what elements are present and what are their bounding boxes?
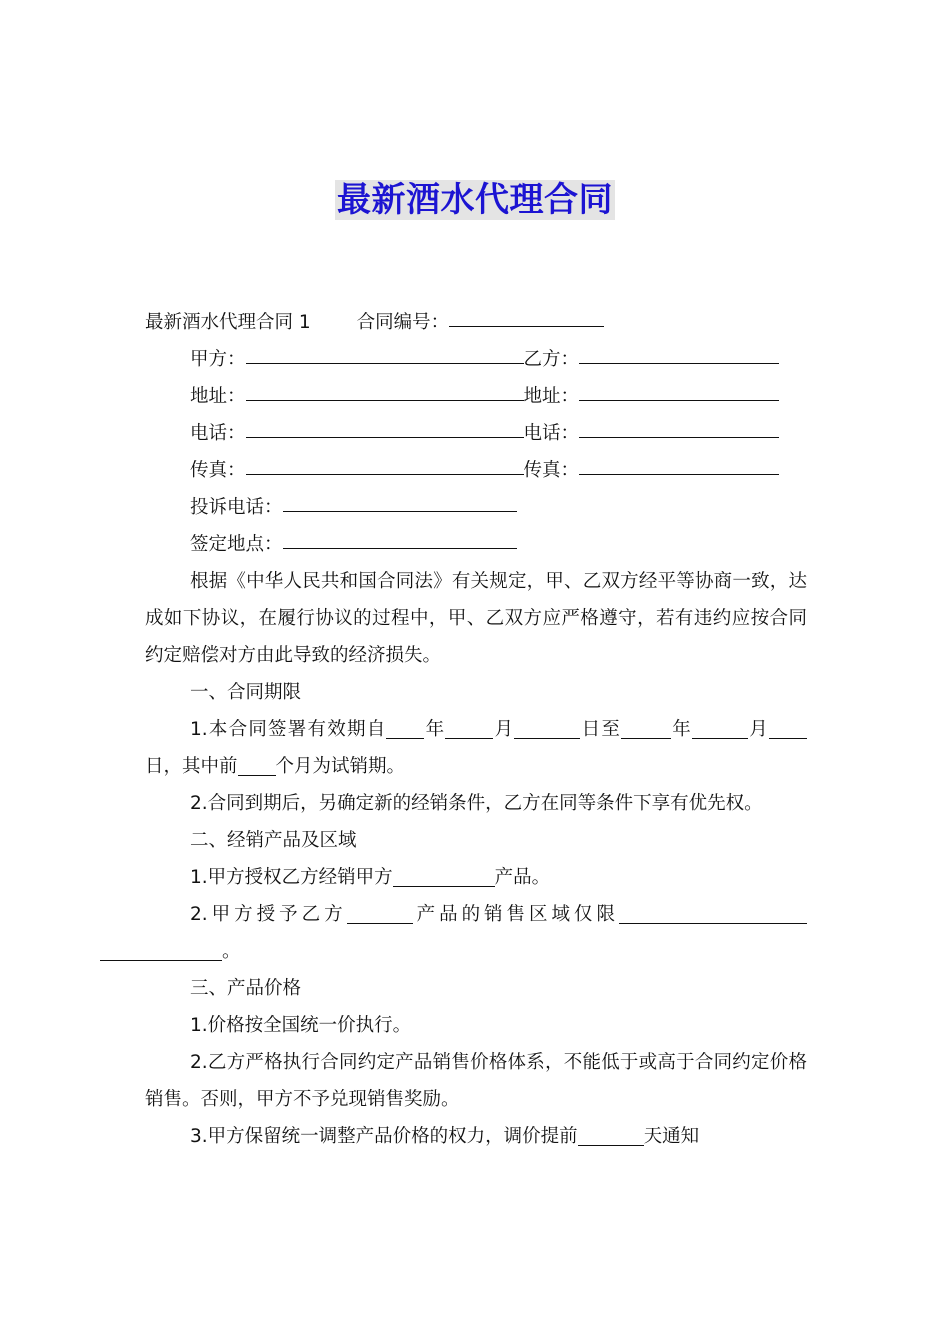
party-line — [145, 341, 807, 378]
phone-a-blank — [246, 415, 524, 438]
complaint-phone-label: 投诉电话： — [190, 497, 283, 518]
clause-3-1: 1.价格按全国统一价执行。 — [190, 1015, 412, 1036]
document-body — [145, 304, 807, 1155]
clause-3-3-text-b: 天通知 — [643, 1126, 700, 1147]
fax-line — [145, 452, 807, 489]
fax-b-label: 传真： — [523, 460, 580, 481]
clause-1-1-text-b: 年 — [424, 719, 446, 740]
notice-days-blank — [578, 1123, 644, 1146]
clause-3-3-text-a: 3.甲方保留统一调整产品价格的权力，调价提前 — [190, 1126, 578, 1147]
phone-b-label: 电话： — [523, 423, 580, 444]
complaint-phone-blank — [283, 489, 517, 512]
header-line — [145, 304, 807, 341]
clause-1-1-text-e: 年 — [671, 719, 693, 740]
clause-1-1-text-c: 月 — [493, 719, 515, 740]
fax-a-label: 传真： — [190, 460, 246, 481]
preamble-paragraph: 根据《中华人民共和国合同法》有关规定，甲、乙双方经平等协商一致，达成如下协议，在履行协议的过程中，甲、乙双方应严格遵守，若有违约应按合同约定赔偿对方由此导致的经济损失。 — [145, 571, 807, 666]
clause-2-1 — [145, 859, 807, 896]
phone-b-blank — [579, 415, 779, 438]
contract-no-label: 合同编号： — [356, 312, 450, 333]
trial-months-blank — [238, 753, 276, 776]
fax-b-blank — [579, 452, 779, 475]
doc-name: 最新酒水代理合同 1 — [145, 312, 311, 333]
clause-1-1-text-f: 月 — [748, 719, 769, 740]
address-b-blank — [579, 378, 779, 401]
start-month-blank — [445, 716, 493, 739]
sign-place-label: 签定地点： — [190, 534, 283, 555]
clause-2-2-text-c: 。 — [222, 941, 241, 962]
section-1-heading: 一、合同期限 — [190, 682, 302, 703]
phone-a-label: 电话： — [190, 423, 246, 444]
complaint-phone-line — [145, 489, 807, 526]
party-a-blank — [246, 341, 524, 364]
address-a-blank — [246, 378, 524, 401]
clause-2-2 — [145, 896, 807, 970]
sign-place-blank — [283, 526, 517, 549]
end-day-blank — [769, 716, 807, 739]
region-blank-1 — [619, 901, 807, 924]
end-month-blank — [692, 716, 748, 739]
document-title — [0, 176, 950, 224]
phone-line — [145, 415, 807, 452]
party-a-label: 甲方： — [190, 349, 246, 370]
clause-1-2: 2.合同到期后，另确定新的经销条件，乙方在同等条件下享有优先权。 — [190, 793, 763, 814]
clause-1-1-text-d: 日至 — [580, 719, 622, 740]
clause-2-2-text-a: 2.甲方授予乙方 — [190, 904, 347, 925]
section-2-heading: 二、经销产品及区域 — [190, 830, 357, 851]
party-b-blank — [579, 341, 779, 364]
document-title-text: 最新酒水代理合同 — [337, 180, 613, 220]
start-year-blank — [386, 716, 424, 739]
address-b-label: 地址： — [523, 386, 580, 407]
contract-no-blank — [449, 304, 604, 327]
party-b-label: 乙方： — [523, 349, 580, 370]
address-line — [145, 378, 807, 415]
clause-1-1-text-a: 1.本合同签署有效期自 — [190, 719, 387, 740]
region-product-blank — [347, 901, 413, 924]
clause-2-2-text-b: 产品的销售区域仅限 — [412, 904, 619, 925]
clause-2-1-text-b: 产品。 — [494, 867, 551, 888]
clause-1-1-text-g: 日，其中前 — [145, 756, 238, 777]
clause-3-3 — [145, 1118, 807, 1155]
section-3-heading: 三、产品价格 — [190, 978, 302, 999]
fax-a-blank — [246, 452, 524, 475]
product-blank — [393, 864, 495, 887]
region-blank-2 — [100, 938, 222, 961]
start-day-blank — [514, 716, 580, 739]
clause-2-1-text-a: 1.甲方授权乙方经销甲方 — [190, 867, 393, 888]
sign-place-line — [145, 526, 807, 563]
clause-3-2: 2.乙方严格执行合同约定产品销售价格体系，不能低于或高于合同约定价格销售。否则，甲方不予兑现销售奖励。 — [145, 1052, 807, 1110]
clause-1-1-text-h: 个月为试销期。 — [275, 756, 406, 777]
end-year-blank — [621, 716, 671, 739]
clause-1-1 — [145, 711, 807, 785]
address-a-label: 地址： — [190, 386, 246, 407]
